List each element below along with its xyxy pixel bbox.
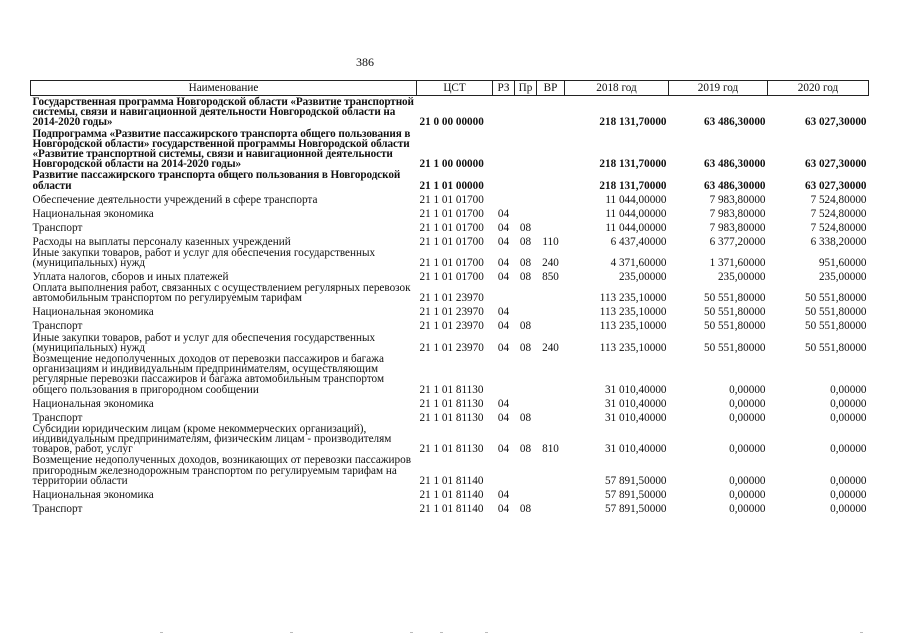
row-2018: 113 235,10000 (599, 341, 667, 354)
row-pr: 08 (519, 341, 532, 354)
row-name: Транспорт (32, 502, 83, 515)
row-name: Национальная экономика (32, 207, 154, 220)
row-vr (537, 219, 565, 233)
row-vr (537, 500, 565, 514)
row-2018: 31 010,40000 (604, 443, 667, 456)
header-2018: 2018 год (565, 81, 669, 96)
row-2019: 0,00000 (729, 488, 766, 501)
table-row (31, 318, 869, 332)
table-row (31, 205, 869, 219)
row-pr: 08 (519, 320, 532, 333)
row-2018: 57 891,50000 (604, 474, 667, 487)
row-rz: 04 (497, 207, 510, 220)
row-vr (537, 486, 565, 500)
row-2018: 218 131,70000 (599, 158, 667, 171)
row-rz (493, 96, 515, 128)
row-rz (493, 282, 515, 303)
header-pr: Пр (515, 81, 537, 96)
row-name: Транспорт (32, 320, 83, 333)
row-2019: 50 551,80000 (703, 306, 766, 319)
row-2020: 63 027,30000 (804, 158, 867, 171)
row-name: Расходы на выплаты персоналу казенных учреждений (32, 235, 291, 248)
row-2018: 113 235,10000 (599, 306, 667, 319)
row-cst: 21 0 00 00000 (419, 116, 484, 129)
row-2019: 235,00000 (717, 271, 766, 284)
table-row (31, 395, 869, 409)
row-2020: 0,00000 (830, 411, 867, 424)
row-2019: 63 486,30000 (703, 179, 766, 192)
row-name: Государственная программа Новгородской области «Развитие транспортной системы, связи и навигационной деятельности Новгородской области на 2014-2020 годы» (32, 96, 414, 129)
row-2019: 50 551,80000 (703, 292, 766, 305)
row-2019: 7 983,80000 (709, 193, 766, 206)
row-2019: 0,00000 (729, 411, 766, 424)
row-2019: 0,00000 (729, 443, 766, 456)
row-2020: 50 551,80000 (804, 306, 867, 319)
row-name: Возмещение недополученных доходов от перевозки пассажиров и багажа организациям и индивидуальным предпринимателям, осуществляющим регулярные перевозки пассажиров и багажа автомобильным транспортом общего пользования в пригородном сообщении (32, 353, 385, 396)
row-2019: 0,00000 (729, 397, 766, 410)
row-2020: 7 524,80000 (810, 221, 867, 234)
row-2020: 63 027,30000 (804, 116, 867, 129)
row-vr (537, 205, 565, 219)
row-2019: 63 486,30000 (703, 116, 766, 129)
row-2020: 0,00000 (830, 502, 867, 515)
header-2019: 2019 год (669, 81, 768, 96)
row-pr: 08 (519, 257, 532, 270)
row-2018: 11 044,00000 (605, 221, 667, 234)
row-rz: 04 (497, 320, 510, 333)
row-2018: 57 891,50000 (604, 502, 667, 515)
row-cst: 21 1 01 01700 (419, 193, 484, 206)
row-2018: 6 437,40000 (610, 235, 667, 248)
row-2020: 0,00000 (830, 383, 867, 396)
table-row (31, 454, 869, 486)
row-vr: 850 (542, 271, 559, 284)
row-2018: 31 010,40000 (604, 383, 667, 396)
row-cst: 21 1 01 01700 (419, 271, 484, 284)
row-cst: 21 1 01 81130 (419, 443, 484, 456)
row-2018: 113 235,10000 (599, 320, 667, 333)
row-2019: 50 551,80000 (703, 320, 766, 333)
row-2019: 50 551,80000 (703, 341, 766, 354)
row-2019: 0,00000 (729, 383, 766, 396)
row-2020: 235,00000 (818, 271, 867, 284)
row-rz: 04 (497, 306, 510, 319)
table-row (31, 500, 869, 514)
table-row (31, 219, 869, 233)
table-row (31, 353, 869, 395)
row-cst: 21 1 01 23970 (419, 320, 484, 333)
row-2019: 1 371,60000 (709, 257, 766, 270)
table-row (31, 191, 869, 205)
row-pr: 08 (519, 271, 532, 284)
row-vr (537, 96, 565, 128)
row-2018: 218 131,70000 (599, 179, 667, 192)
row-2020: 0,00000 (830, 474, 867, 487)
row-name: Подпрограмма «Развитие пассажирского транспорта общего пользования в Новгородской области» государственной программы Новгородской области «Развитие транспортной системы, связи и навигационной деятельности Новгородской области на 2014-2020 годы» (32, 127, 411, 171)
row-pr (515, 454, 537, 486)
row-pr (515, 191, 537, 205)
row-2019: 63 486,30000 (703, 158, 766, 171)
row-name: Национальная экономика (32, 397, 154, 410)
row-pr: 08 (519, 235, 532, 248)
row-2018: 31 010,40000 (604, 411, 667, 424)
row-cst: 21 1 01 81130 (419, 411, 484, 424)
row-name: Субсидии юридическим лицам (кроме некоммерческих организаций), индивидуальным предпринимателям, физическим лицам - производителям товаров, работ, услуг (32, 422, 392, 456)
row-name: Возмещение недополученных доходов, возникающих от перевозки пассажиров пригородным железнодорожным транспортом по регулируемым тарифам на территории области (32, 454, 411, 487)
row-vr: 110 (542, 235, 559, 248)
row-vr (537, 191, 565, 205)
scan-artifacts (150, 630, 870, 636)
row-2020: 50 551,80000 (804, 320, 867, 333)
row-cst: 21 1 01 23970 (419, 306, 484, 319)
row-pr: 08 (519, 502, 532, 515)
row-pr (515, 169, 537, 190)
row-vr (537, 353, 565, 395)
row-2020: 0,00000 (830, 443, 867, 456)
row-cst: 21 1 01 23970 (419, 341, 484, 354)
table-row (31, 128, 869, 170)
row-pr: 08 (519, 411, 532, 424)
row-2018: 11 044,00000 (605, 207, 667, 220)
row-vr (537, 282, 565, 303)
header-row (31, 81, 869, 96)
table-row (31, 423, 869, 455)
table-row (31, 486, 869, 500)
row-name: Оплата выполнения работ, связанных с осуществлением регулярных перевозок автомобильным транспортом по регулируемым тарифам (32, 282, 411, 305)
row-cst: 21 1 01 01700 (419, 221, 484, 234)
header-2020: 2020 год (768, 81, 869, 96)
row-cst: 21 1 01 81130 (419, 383, 484, 396)
row-rz: 04 (497, 397, 510, 410)
row-pr: 08 (519, 443, 532, 456)
row-vr (537, 128, 565, 170)
page-number: 386 (356, 55, 374, 69)
row-cst: 21 1 01 81140 (419, 488, 484, 501)
header-rz: РЗ (493, 81, 515, 96)
row-vr (537, 409, 565, 423)
row-2019: 6 377,20000 (709, 235, 766, 248)
row-cst: 21 1 01 23970 (419, 292, 484, 305)
row-2020: 951,60000 (818, 257, 867, 270)
table-body (31, 96, 869, 515)
row-2018: 57 891,50000 (604, 488, 667, 501)
row-vr: 810 (542, 443, 559, 456)
row-vr (537, 454, 565, 486)
table-row (31, 409, 869, 423)
row-vr (537, 169, 565, 190)
row-rz: 04 (497, 411, 510, 424)
row-pr (515, 395, 537, 409)
row-name: Национальная экономика (32, 488, 154, 501)
row-pr (515, 353, 537, 395)
row-name: Транспорт (32, 221, 83, 234)
row-2019: 7 983,80000 (709, 221, 766, 234)
row-2020: 7 524,80000 (810, 207, 867, 220)
row-rz (493, 353, 515, 395)
row-2018: 4 371,60000 (610, 257, 667, 270)
table-row (31, 332, 869, 353)
row-rz: 04 (497, 221, 510, 234)
header-vr: ВР (537, 81, 565, 96)
row-name: Развитие пассажирского транспорта общего пользования в Новгородской области (32, 169, 401, 192)
row-cst: 21 1 00 00000 (419, 158, 484, 171)
row-rz: 04 (497, 271, 510, 284)
row-rz (493, 454, 515, 486)
budget-table (30, 80, 869, 514)
table-row (31, 268, 869, 282)
table-row (31, 96, 869, 128)
table-row (31, 233, 869, 247)
row-2019: 0,00000 (729, 502, 766, 515)
table-row (31, 282, 869, 303)
row-pr (515, 304, 537, 318)
row-vr (537, 318, 565, 332)
row-name: Обеспечение деятельности учреждений в сфере транспорта (32, 193, 318, 206)
row-rz (493, 191, 515, 205)
row-cst: 21 1 01 00000 (419, 179, 484, 192)
row-2018: 113 235,10000 (599, 292, 667, 305)
row-2018: 31 010,40000 (604, 397, 667, 410)
row-2018: 235,00000 (618, 271, 667, 284)
row-cst: 21 1 01 01700 (419, 257, 484, 270)
row-2019: 7 983,80000 (709, 207, 766, 220)
row-cst: 21 1 01 81140 (419, 502, 484, 515)
header-name: Наименование (31, 81, 417, 96)
row-2020: 6 338,20000 (810, 235, 867, 248)
row-2020: 50 551,80000 (804, 292, 867, 305)
row-rz: 04 (497, 257, 510, 270)
row-pr: 08 (519, 221, 532, 234)
row-rz: 04 (497, 341, 510, 354)
row-2018: 218 131,70000 (599, 116, 667, 129)
row-rz: 04 (497, 502, 510, 515)
row-rz: 04 (497, 235, 510, 248)
row-vr: 240 (542, 257, 559, 270)
row-pr (515, 282, 537, 303)
row-vr (537, 395, 565, 409)
row-rz (493, 128, 515, 170)
row-name: Транспорт (32, 411, 83, 424)
row-2020: 63 027,30000 (804, 179, 867, 192)
row-2018: 11 044,00000 (605, 193, 667, 206)
table-row (31, 247, 869, 268)
row-rz (493, 169, 515, 190)
row-name: Иные закупки товаров, работ и услуг для обеспечения государственных (муниципальных) нужд (32, 246, 376, 270)
row-2020: 0,00000 (830, 488, 867, 501)
row-vr (537, 304, 565, 318)
row-2019: 0,00000 (729, 474, 766, 487)
row-name: Иные закупки товаров, работ и услуг для обеспечения государственных (муниципальных) нужд (32, 331, 376, 354)
row-pr (515, 205, 537, 219)
table-row (31, 304, 869, 318)
row-pr (515, 486, 537, 500)
row-cst: 21 1 01 01700 (419, 207, 484, 220)
row-cst: 21 1 01 01700 (419, 235, 484, 248)
table-row (31, 169, 869, 190)
row-name: Национальная экономика (32, 306, 154, 319)
row-rz: 04 (497, 488, 510, 501)
row-name: Уплата налогов, сборов и иных платежей (32, 271, 229, 284)
row-vr: 240 (542, 341, 559, 354)
row-2020: 7 524,80000 (810, 193, 867, 206)
row-2020: 0,00000 (830, 397, 867, 410)
row-2020: 50 551,80000 (804, 341, 867, 354)
header-cst: ЦСТ (417, 81, 493, 96)
row-pr (515, 128, 537, 170)
row-pr (515, 96, 537, 128)
row-rz: 04 (497, 443, 510, 456)
row-cst: 21 1 01 81130 (419, 397, 484, 410)
row-cst: 21 1 01 81140 (419, 474, 484, 487)
